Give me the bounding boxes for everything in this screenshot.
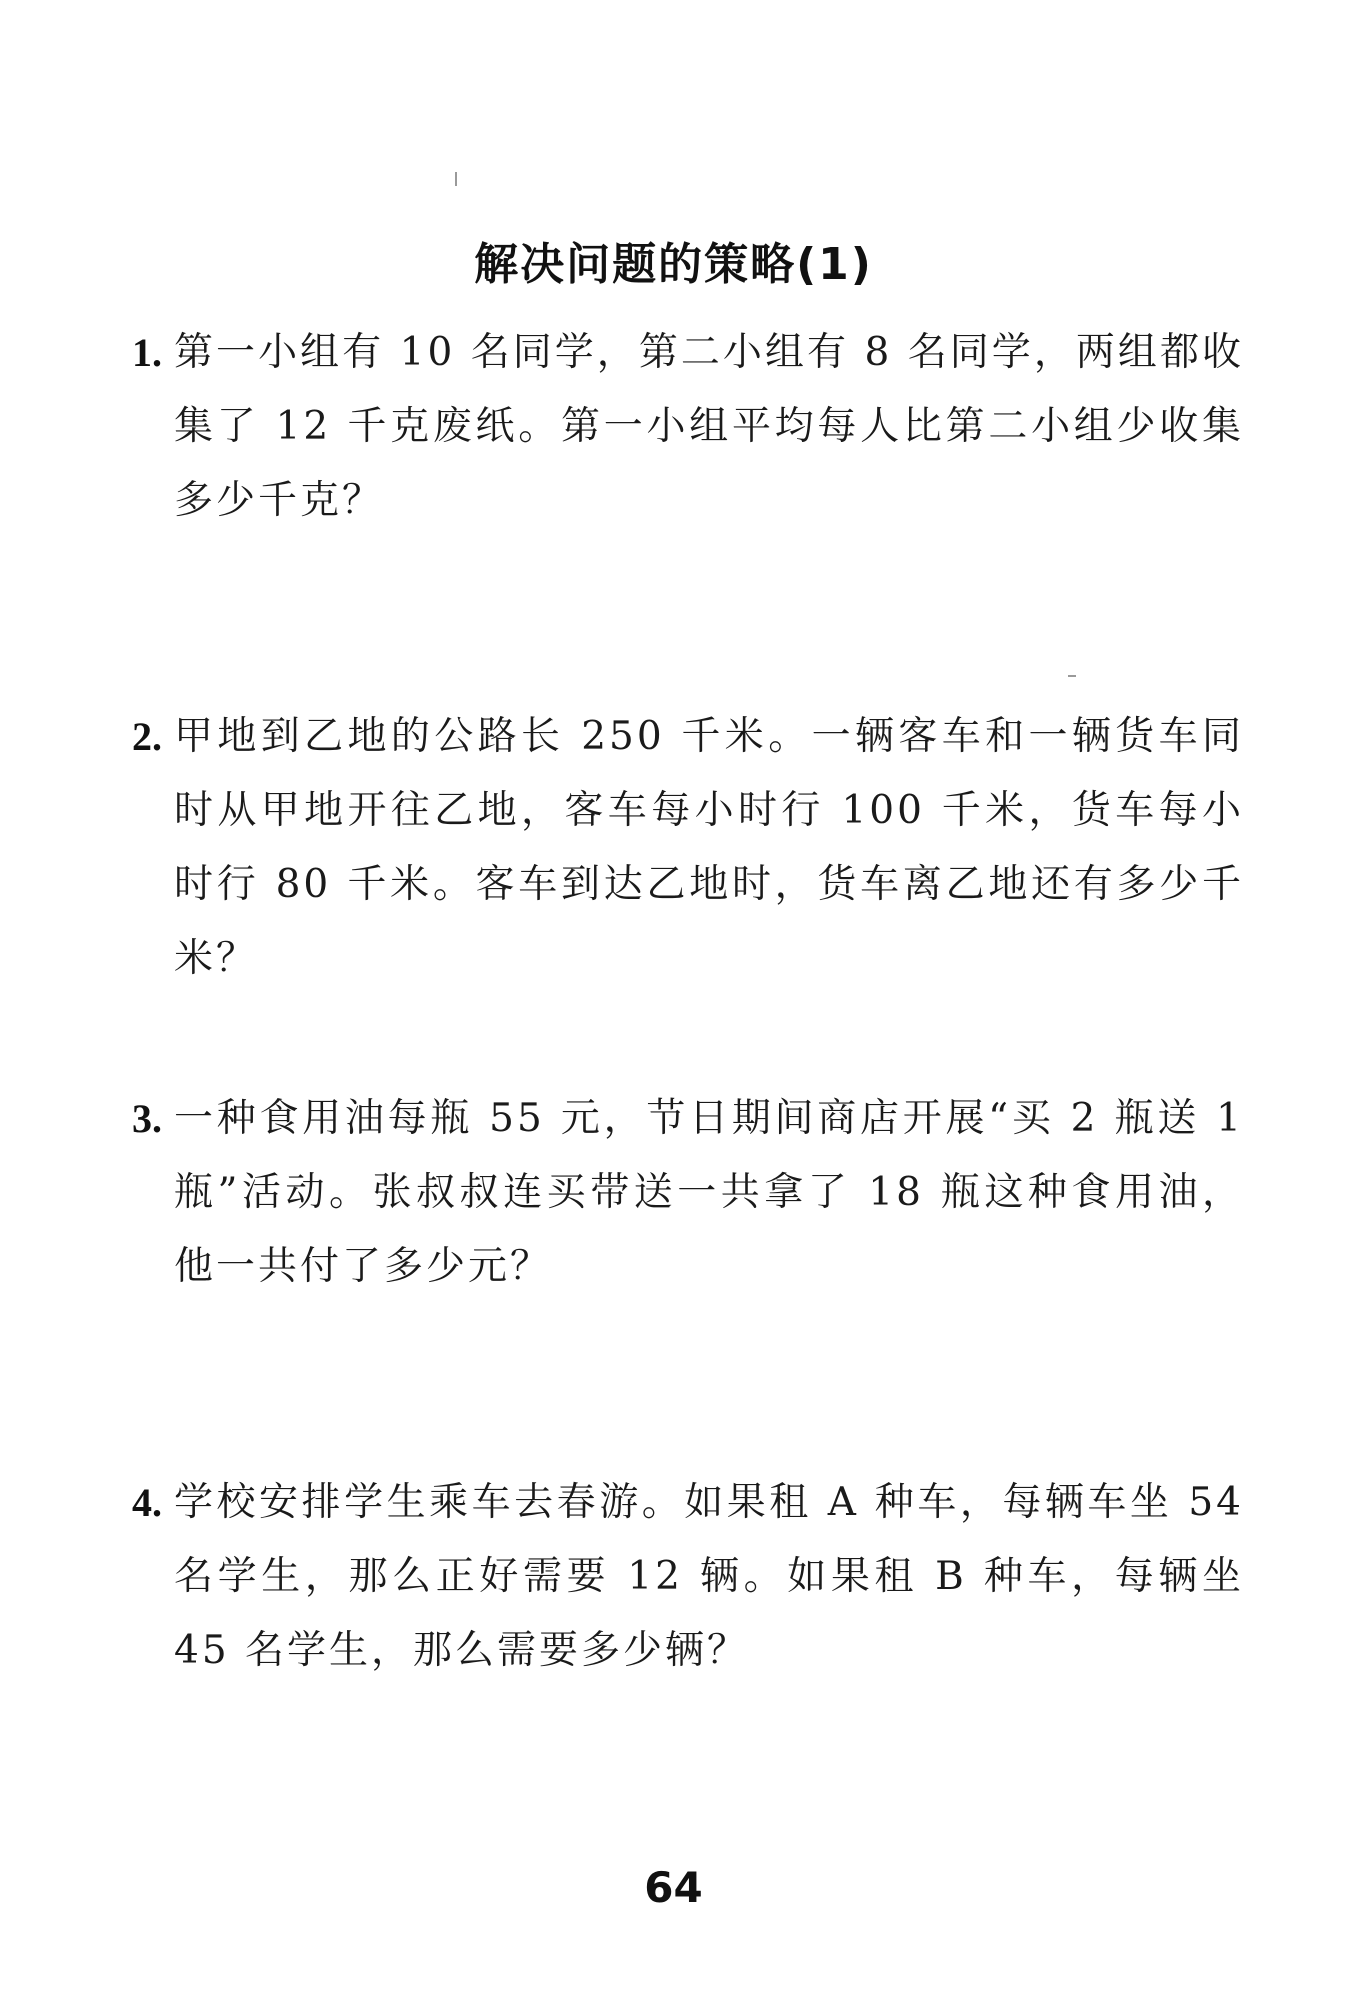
page-title: 解决问题的策略(1) (474, 239, 873, 290)
problem-number: 2. (132, 714, 162, 759)
problem-text: 学校安排学生乘车去春游。如果租 A 种车，每辆车坐 54 名学生，那么正好需要 12 辆。如果租 B 种车，每辆坐 45 名学生，那么需要多少辆？ (174, 1480, 1244, 1673)
problem-text: 第一小组有 10 名同学，第二小组有 8 名同学，两组都收集了 12 千克废纸。第一小组平均每人比第二小组少收集多少千克？ (174, 330, 1244, 523)
problem-number: 1. (132, 330, 162, 375)
problem-number: 4. (132, 1480, 162, 1525)
scan-speck (1068, 675, 1076, 677)
problem-text: 甲地到乙地的公路长 250 千米。一辆客车和一辆货车同时从甲地开往乙地，客车每小时行 100 千米，货车每小时行 80 千米。客车到达乙地时，货车离乙地还有多少千米？ (174, 714, 1244, 981)
problem-number: 3. (132, 1096, 162, 1141)
scan-speck (455, 172, 457, 186)
page-number: 64 (644, 1863, 703, 1912)
problem-text: 一种食用油每瓶 55 元，节日期间商店开展“买 2 瓶送 1 瓶”活动。张叔叔连买带送一共拿了 18 瓶这种食用油，他一共付了多少元？ (174, 1096, 1244, 1289)
